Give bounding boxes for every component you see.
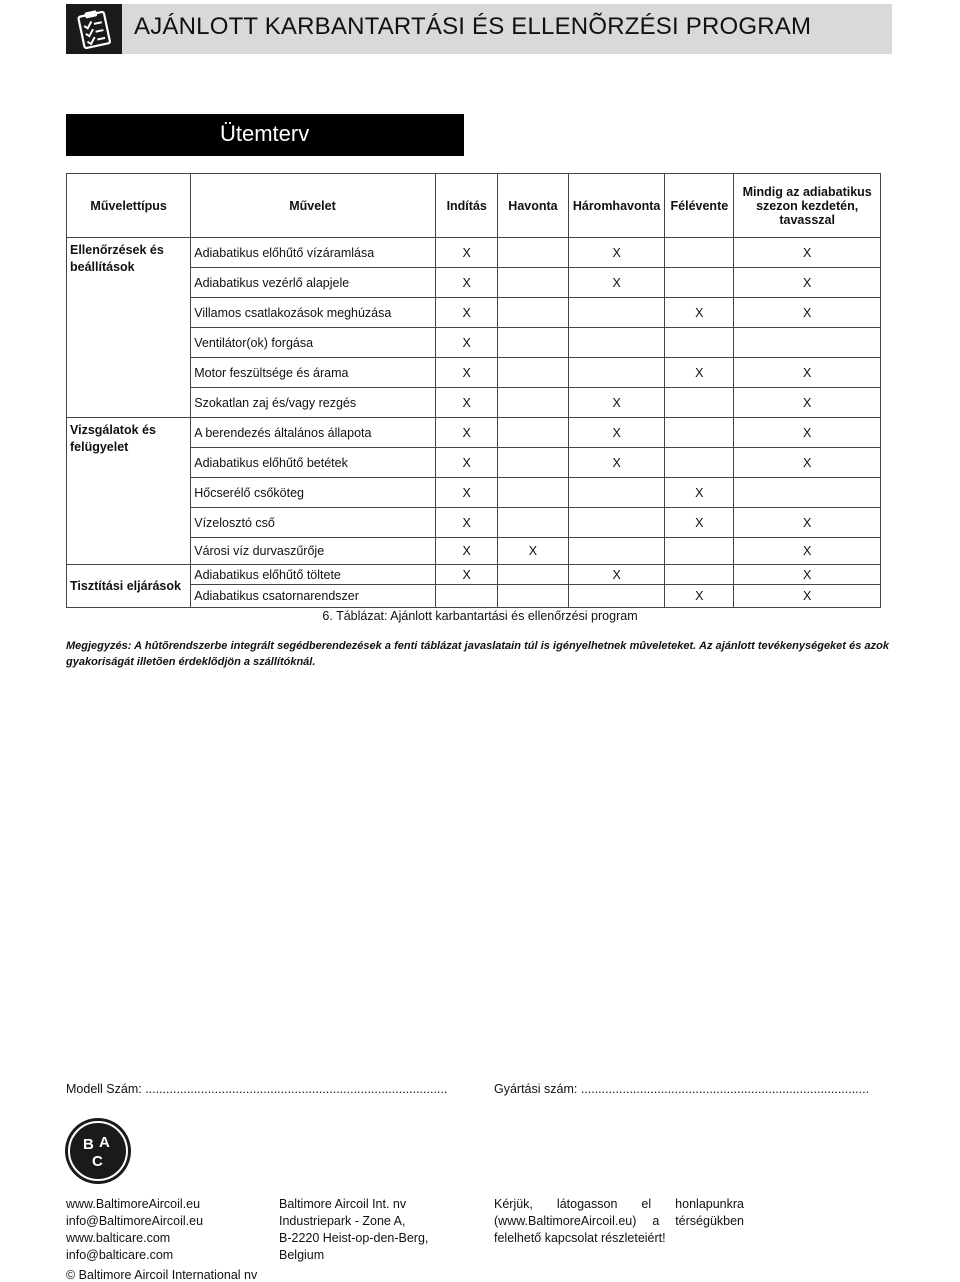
operation-cell: Adiabatikus előhűtő vízáramlása	[191, 238, 436, 268]
visit-website-text: Kérjük, látogasson el honlapunkra (www.BaltimoreAircoil.eu) a térségükben felelhető kapcsolat részleteiért!	[494, 1197, 744, 1245]
maintenance-schedule-table	[66, 173, 881, 608]
email-link[interactable]: info@balticare.com	[66, 1248, 174, 1262]
mark-cell: X	[568, 238, 665, 268]
svg-text:C: C	[92, 1153, 103, 1170]
operation-cell: Villamos csatlakozások meghúzása	[191, 298, 436, 328]
header-cell: Indítás	[436, 174, 498, 238]
svg-text:B: B	[83, 1136, 94, 1153]
mark-cell	[498, 478, 569, 508]
operation-cell: Adiabatikus előhűtő töltete	[191, 565, 436, 585]
table-header-row	[67, 174, 881, 238]
category-cell: Ellenőrzések és beállítások	[67, 238, 191, 418]
table-row	[67, 565, 881, 585]
table-row	[67, 418, 881, 448]
mark-cell: X	[734, 238, 881, 268]
mark-cell: X	[665, 298, 734, 328]
operation-cell: Adiabatikus csatornarendszer	[191, 585, 436, 608]
header-cell: Félévente	[665, 174, 734, 238]
operation-cell: Városi víz durvaszűrője	[191, 538, 436, 565]
email-link[interactable]: info@BaltimoreAircoil.eu	[66, 1214, 204, 1228]
mark-cell: X	[568, 388, 665, 418]
mark-cell: X	[436, 298, 498, 328]
header-cell: Mindig az adiabatikus szezon kezdetén, tavasszal	[734, 174, 881, 238]
mark-cell	[436, 585, 498, 608]
mark-cell: X	[734, 565, 881, 585]
operation-cell: Adiabatikus vezérlő alapjele	[191, 268, 436, 298]
mark-cell	[665, 538, 734, 565]
mark-cell: X	[568, 448, 665, 478]
mark-cell: X	[436, 268, 498, 298]
clipboard-checklist-icon	[66, 4, 122, 54]
mark-cell: X	[436, 565, 498, 585]
website-link[interactable]: www.BaltimoreAircoil.eu	[66, 1197, 201, 1211]
mark-cell	[665, 238, 734, 268]
operation-cell: Hőcserélő csőköteg	[191, 478, 436, 508]
mark-cell	[498, 508, 569, 538]
mark-cell	[568, 538, 665, 565]
note-text: Megjegyzés: A hûtõrendszerbe integrált segédberendezések a fenti táblázat javaslatain túl is igényelhetnek mûveleteket. Az ajánlott tevékenységeket és azok gyakoriságát illetõen érdeklõdjön a szállítóknál.	[66, 640, 889, 668]
mark-cell: X	[734, 538, 881, 565]
mark-cell	[665, 328, 734, 358]
operation-cell: A berendezés általános állapota	[191, 418, 436, 448]
operation-cell: Adiabatikus előhűtő betétek	[191, 448, 436, 478]
table-caption: 6. Táblázat: Ajánlott karbantartási és ellenőrzési program	[322, 609, 638, 623]
mark-cell: X	[436, 448, 498, 478]
mark-cell: X	[665, 478, 734, 508]
category-cell: Vizsgálatok és felügyelet	[67, 418, 191, 565]
header-cell: Művelet	[191, 174, 436, 238]
mark-cell: X	[568, 565, 665, 585]
header-cell: Háromhavonta	[568, 174, 665, 238]
operation-cell: Vízelosztó cső	[191, 508, 436, 538]
mark-cell: X	[734, 268, 881, 298]
mark-cell	[498, 585, 569, 608]
mark-cell: X	[436, 388, 498, 418]
mark-cell: X	[436, 238, 498, 268]
mark-cell: X	[665, 585, 734, 608]
company-address	[279, 1196, 428, 1264]
address-line: Belgium	[279, 1248, 325, 1262]
table-row	[67, 238, 881, 268]
mark-cell	[568, 328, 665, 358]
contact-web-links	[66, 1196, 203, 1264]
mark-cell	[665, 448, 734, 478]
address-line: Baltimore Aircoil Int. nv	[279, 1197, 407, 1211]
section-title: Ütemterv	[220, 121, 310, 146]
mark-cell: X	[436, 508, 498, 538]
mark-cell	[568, 508, 665, 538]
operation-cell: Motor feszültsége és árama	[191, 358, 436, 388]
mark-cell	[568, 298, 665, 328]
mark-cell: X	[734, 508, 881, 538]
mark-cell	[665, 565, 734, 585]
mark-cell	[498, 328, 569, 358]
mark-cell	[568, 585, 665, 608]
mark-cell	[734, 478, 881, 508]
mark-cell	[734, 328, 881, 358]
mark-cell	[568, 478, 665, 508]
operation-cell: Szokatlan zaj és/vagy rezgés	[191, 388, 436, 418]
header-cell: Művelettípus	[67, 174, 191, 238]
copyright-text: © Baltimore Aircoil International nv	[66, 1268, 258, 1282]
mark-cell	[498, 238, 569, 268]
mark-cell: X	[665, 508, 734, 538]
mark-cell: X	[734, 418, 881, 448]
mark-cell	[498, 448, 569, 478]
mark-cell: X	[436, 538, 498, 565]
svg-text:A: A	[99, 1134, 110, 1151]
serial-number-field: Gyártási szám: ...................................................................................	[494, 1082, 870, 1096]
mark-cell	[498, 388, 569, 418]
mark-cell	[498, 268, 569, 298]
mark-cell	[498, 565, 569, 585]
mark-cell: X	[436, 358, 498, 388]
mark-cell: X	[436, 418, 498, 448]
mark-cell: X	[568, 418, 665, 448]
mark-cell	[568, 358, 665, 388]
bac-logo-icon	[64, 1117, 132, 1185]
page-title: AJÁNLOTT KARBANTARTÁSI ÉS ELLENÕRZÉSI PROGRAM	[134, 13, 812, 40]
category-cell: Tisztítási eljárások	[67, 565, 191, 608]
mark-cell: X	[436, 328, 498, 358]
mark-cell: X	[734, 585, 881, 608]
website-link[interactable]: www.balticare.com	[66, 1231, 171, 1245]
mark-cell	[665, 388, 734, 418]
mark-cell	[665, 268, 734, 298]
model-number-field: Modell Szám: .......................................................................................	[66, 1082, 448, 1096]
mark-cell: X	[498, 538, 569, 565]
mark-cell: X	[665, 358, 734, 388]
mark-cell: X	[734, 448, 881, 478]
mark-cell: X	[734, 358, 881, 388]
mark-cell: X	[734, 388, 881, 418]
mark-cell	[498, 298, 569, 328]
mark-cell	[665, 418, 734, 448]
mark-cell: X	[436, 478, 498, 508]
header-cell: Havonta	[498, 174, 569, 238]
address-line: B-2220 Heist-op-den-Berg,	[279, 1231, 429, 1245]
mark-cell	[498, 358, 569, 388]
address-line: Industriepark - Zone A,	[279, 1214, 406, 1228]
mark-cell: X	[568, 268, 665, 298]
mark-cell: X	[734, 298, 881, 328]
mark-cell	[498, 418, 569, 448]
operation-cell: Ventilátor(ok) forgása	[191, 328, 436, 358]
